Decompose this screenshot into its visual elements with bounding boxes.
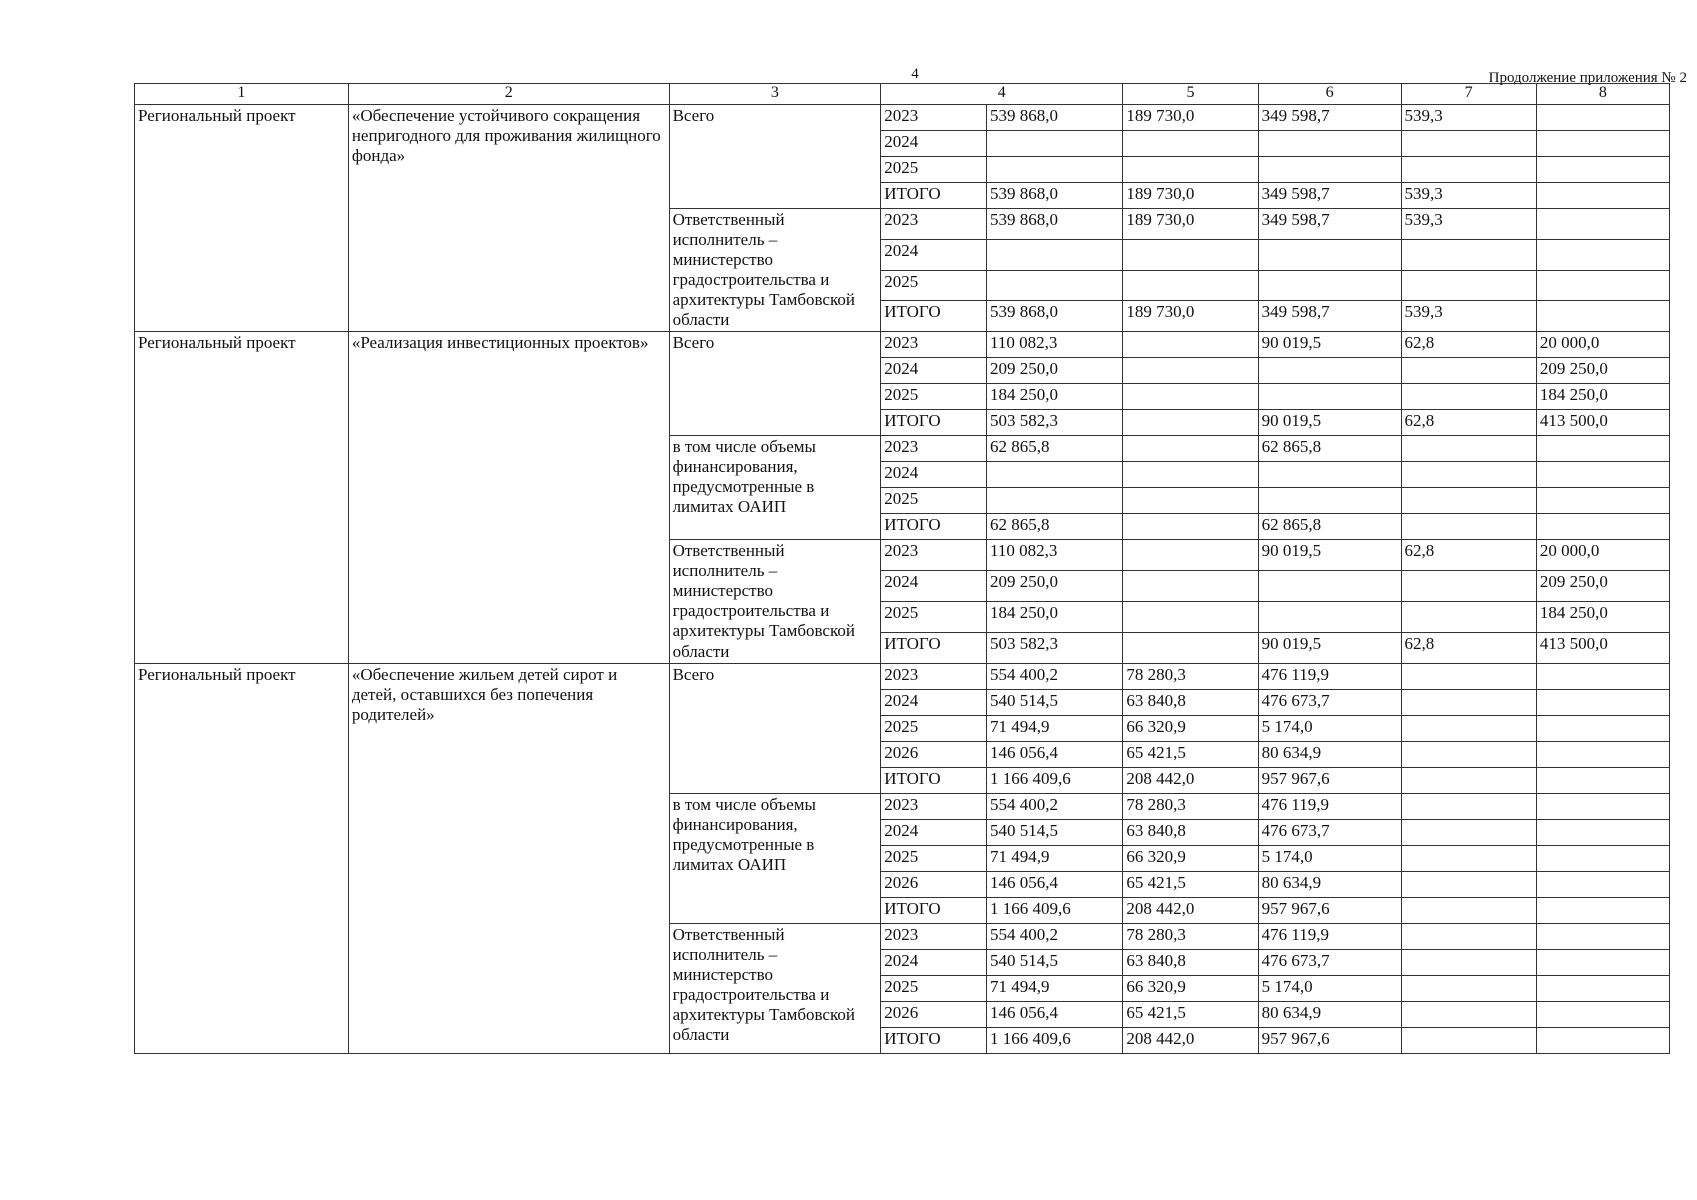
amount-cell-7: 62,8 <box>1401 632 1536 663</box>
amount-cell-7 <box>1401 689 1536 715</box>
amount-cell-4 <box>987 270 1123 301</box>
amount-cell-8 <box>1536 157 1669 183</box>
amount-cell-6: 957 967,6 <box>1258 897 1401 923</box>
project-type-cell: Региональный проект <box>135 663 349 1053</box>
amount-cell-8: 413 500,0 <box>1536 410 1669 436</box>
amount-cell-7 <box>1401 131 1536 157</box>
year-cell: 2023 <box>881 663 987 689</box>
amount-cell-4: 110 082,3 <box>987 540 1123 571</box>
amount-cell-6 <box>1258 358 1401 384</box>
amount-cell-4: 539 868,0 <box>987 105 1123 131</box>
year-cell: 2025 <box>881 975 987 1001</box>
amount-cell-5: 189 730,0 <box>1123 183 1258 209</box>
table-row <box>135 105 1670 131</box>
amount-cell-7 <box>1401 1001 1536 1027</box>
amount-cell-5 <box>1123 436 1258 462</box>
year-cell: 2023 <box>881 923 987 949</box>
year-cell: 2023 <box>881 540 987 571</box>
amount-cell-6 <box>1258 131 1401 157</box>
amount-cell-5 <box>1123 601 1258 632</box>
amount-cell-4: 554 400,2 <box>987 663 1123 689</box>
amount-cell-6: 5 174,0 <box>1258 975 1401 1001</box>
table-row <box>135 663 1670 689</box>
amount-cell-5: 189 730,0 <box>1123 301 1258 332</box>
funding-source-cell: Ответственный исполнитель – министерство градостроительства и архитектуры Тамбовской области <box>669 540 881 663</box>
amount-cell-5: 66 320,9 <box>1123 845 1258 871</box>
amount-cell-8 <box>1536 436 1669 462</box>
amount-cell-6: 90 019,5 <box>1258 632 1401 663</box>
amount-cell-8 <box>1536 1001 1669 1027</box>
amount-cell-5 <box>1123 632 1258 663</box>
amount-cell-8 <box>1536 923 1669 949</box>
amount-cell-6: 349 598,7 <box>1258 301 1401 332</box>
amount-cell-5: 208 442,0 <box>1123 897 1258 923</box>
amount-cell-4: 110 082,3 <box>987 332 1123 358</box>
column-number-cell: 2 <box>348 84 669 105</box>
column-number-cell: 4 <box>881 84 1123 105</box>
funding-source-cell: Ответственный исполнитель – министерство градостроительства и архитектуры Тамбовской области <box>669 923 881 1053</box>
amount-cell-7 <box>1401 571 1536 602</box>
amount-cell-7 <box>1401 793 1536 819</box>
amount-cell-7 <box>1401 923 1536 949</box>
amount-cell-7 <box>1401 741 1536 767</box>
amount-cell-8 <box>1536 1027 1669 1053</box>
amount-cell-6: 62 865,8 <box>1258 514 1401 540</box>
year-cell: 2024 <box>881 358 987 384</box>
funding-source-cell: Всего <box>669 332 881 436</box>
year-cell: ИТОГО <box>881 410 987 436</box>
amount-cell-7: 62,8 <box>1401 410 1536 436</box>
amount-cell-5 <box>1123 540 1258 571</box>
amount-cell-8 <box>1536 949 1669 975</box>
page-number: 4 <box>911 66 919 82</box>
amount-cell-4: 539 868,0 <box>987 183 1123 209</box>
year-cell: 2023 <box>881 209 987 240</box>
amount-cell-5: 189 730,0 <box>1123 105 1258 131</box>
amount-cell-6 <box>1258 270 1401 301</box>
amount-cell-6: 957 967,6 <box>1258 1027 1401 1053</box>
amount-cell-4: 503 582,3 <box>987 632 1123 663</box>
amount-cell-7 <box>1401 975 1536 1001</box>
amount-cell-7 <box>1401 819 1536 845</box>
amount-cell-6 <box>1258 384 1401 410</box>
amount-cell-5 <box>1123 358 1258 384</box>
year-cell: 2026 <box>881 871 987 897</box>
amount-cell-4: 62 865,8 <box>987 436 1123 462</box>
amount-cell-6: 349 598,7 <box>1258 105 1401 131</box>
amount-cell-7 <box>1401 663 1536 689</box>
table-row <box>135 332 1670 358</box>
amount-cell-6: 5 174,0 <box>1258 715 1401 741</box>
amount-cell-8 <box>1536 183 1669 209</box>
amount-cell-6: 476 673,7 <box>1258 819 1401 845</box>
amount-cell-8 <box>1536 514 1669 540</box>
year-cell: 2024 <box>881 949 987 975</box>
amount-cell-7: 539,3 <box>1401 105 1536 131</box>
amount-cell-4 <box>987 131 1123 157</box>
amount-cell-4: 146 056,4 <box>987 1001 1123 1027</box>
year-cell: 2025 <box>881 157 987 183</box>
amount-cell-8 <box>1536 897 1669 923</box>
amount-cell-6: 476 119,9 <box>1258 663 1401 689</box>
amount-cell-7 <box>1401 871 1536 897</box>
amount-cell-5: 65 421,5 <box>1123 871 1258 897</box>
amount-cell-8 <box>1536 209 1669 240</box>
funding-source-cell: Ответственный исполнитель – министерство градостроительства и архитектуры Тамбовской области <box>669 209 881 332</box>
column-number-cell: 1 <box>135 84 349 105</box>
amount-cell-6: 957 967,6 <box>1258 767 1401 793</box>
amount-cell-8 <box>1536 488 1669 514</box>
amount-cell-6: 80 634,9 <box>1258 741 1401 767</box>
amount-cell-7: 62,8 <box>1401 332 1536 358</box>
amount-cell-4 <box>987 462 1123 488</box>
amount-cell-5 <box>1123 131 1258 157</box>
amount-cell-5: 66 320,9 <box>1123 975 1258 1001</box>
amount-cell-8: 20 000,0 <box>1536 540 1669 571</box>
column-number-cell: 7 <box>1401 84 1536 105</box>
project-name-cell: «Обеспечение устойчивого сокращения непригодного для проживания жилищного фонда» <box>348 105 669 332</box>
amount-cell-8 <box>1536 105 1669 131</box>
amount-cell-4: 540 514,5 <box>987 949 1123 975</box>
amount-cell-8 <box>1536 715 1669 741</box>
financing-table-body <box>135 84 1670 1054</box>
amount-cell-7 <box>1401 239 1536 270</box>
column-number-row <box>135 84 1670 105</box>
amount-cell-7 <box>1401 488 1536 514</box>
amount-cell-4: 146 056,4 <box>987 871 1123 897</box>
amount-cell-8 <box>1536 663 1669 689</box>
amount-cell-8: 184 250,0 <box>1536 601 1669 632</box>
amount-cell-5: 78 280,3 <box>1123 793 1258 819</box>
column-number-cell: 6 <box>1258 84 1401 105</box>
amount-cell-7: 539,3 <box>1401 183 1536 209</box>
amount-cell-8 <box>1536 131 1669 157</box>
amount-cell-4: 184 250,0 <box>987 601 1123 632</box>
year-cell: 2023 <box>881 793 987 819</box>
project-name-cell: «Реализация инвестиционных проектов» <box>348 332 669 663</box>
year-cell: ИТОГО <box>881 183 987 209</box>
amount-cell-7 <box>1401 462 1536 488</box>
year-cell: ИТОГО <box>881 514 987 540</box>
amount-cell-7 <box>1401 949 1536 975</box>
amount-cell-8 <box>1536 301 1669 332</box>
amount-cell-5 <box>1123 157 1258 183</box>
amount-cell-4: 209 250,0 <box>987 571 1123 602</box>
amount-cell-5: 63 840,8 <box>1123 819 1258 845</box>
amount-cell-5 <box>1123 514 1258 540</box>
year-cell: ИТОГО <box>881 767 987 793</box>
amount-cell-5 <box>1123 462 1258 488</box>
amount-cell-8: 209 250,0 <box>1536 358 1669 384</box>
amount-cell-8 <box>1536 741 1669 767</box>
amount-cell-8 <box>1536 975 1669 1001</box>
amount-cell-7 <box>1401 270 1536 301</box>
amount-cell-6: 476 119,9 <box>1258 923 1401 949</box>
amount-cell-6: 62 865,8 <box>1258 436 1401 462</box>
year-cell: 2025 <box>881 845 987 871</box>
amount-cell-7 <box>1401 1027 1536 1053</box>
amount-cell-7: 62,8 <box>1401 540 1536 571</box>
amount-cell-5: 65 421,5 <box>1123 1001 1258 1027</box>
amount-cell-4: 146 056,4 <box>987 741 1123 767</box>
amount-cell-5: 208 442,0 <box>1123 1027 1258 1053</box>
financing-table <box>134 83 1670 1054</box>
amount-cell-8 <box>1536 871 1669 897</box>
funding-source-cell: в том числе объемы финансирования, предусмотренные в лимитах ОАИП <box>669 436 881 540</box>
amount-cell-7 <box>1401 157 1536 183</box>
amount-cell-8 <box>1536 689 1669 715</box>
funding-source-cell: Всего <box>669 663 881 793</box>
year-cell: 2023 <box>881 105 987 131</box>
year-cell: 2024 <box>881 462 987 488</box>
amount-cell-5: 65 421,5 <box>1123 741 1258 767</box>
amount-cell-4: 539 868,0 <box>987 301 1123 332</box>
amount-cell-4: 539 868,0 <box>987 209 1123 240</box>
amount-cell-5 <box>1123 410 1258 436</box>
amount-cell-7 <box>1401 514 1536 540</box>
amount-cell-8: 413 500,0 <box>1536 632 1669 663</box>
amount-cell-7: 539,3 <box>1401 209 1536 240</box>
amount-cell-4: 209 250,0 <box>987 358 1123 384</box>
amount-cell-6: 476 673,7 <box>1258 689 1401 715</box>
amount-cell-8 <box>1536 819 1669 845</box>
amount-cell-7 <box>1401 384 1536 410</box>
amount-cell-6 <box>1258 239 1401 270</box>
year-cell: 2024 <box>881 571 987 602</box>
amount-cell-5: 78 280,3 <box>1123 663 1258 689</box>
amount-cell-4: 554 400,2 <box>987 793 1123 819</box>
amount-cell-6: 349 598,7 <box>1258 209 1401 240</box>
year-cell: ИТОГО <box>881 301 987 332</box>
amount-cell-6: 90 019,5 <box>1258 410 1401 436</box>
amount-cell-5: 189 730,0 <box>1123 209 1258 240</box>
funding-source-cell: в том числе объемы финансирования, предусмотренные в лимитах ОАИП <box>669 793 881 923</box>
funding-source-cell: Всего <box>669 105 881 209</box>
year-cell: 2023 <box>881 332 987 358</box>
amount-cell-7 <box>1401 358 1536 384</box>
amount-cell-4: 540 514,5 <box>987 819 1123 845</box>
amount-cell-8 <box>1536 239 1669 270</box>
amount-cell-5 <box>1123 571 1258 602</box>
project-name-cell: «Обеспечение жильем детей сирот и детей, оставшихся без попечения родителей» <box>348 663 669 1053</box>
amount-cell-4: 71 494,9 <box>987 975 1123 1001</box>
continuation-note: Продолжение приложения № 2 <box>1488 70 1687 86</box>
amount-cell-8: 209 250,0 <box>1536 571 1669 602</box>
project-type-cell: Региональный проект <box>135 105 349 332</box>
amount-cell-4: 1 166 409,6 <box>987 897 1123 923</box>
amount-cell-5: 66 320,9 <box>1123 715 1258 741</box>
amount-cell-7 <box>1401 845 1536 871</box>
amount-cell-8 <box>1536 793 1669 819</box>
amount-cell-5 <box>1123 239 1258 270</box>
amount-cell-6: 90 019,5 <box>1258 540 1401 571</box>
amount-cell-5: 63 840,8 <box>1123 689 1258 715</box>
amount-cell-5: 78 280,3 <box>1123 923 1258 949</box>
year-cell: ИТОГО <box>881 897 987 923</box>
amount-cell-6 <box>1258 601 1401 632</box>
amount-cell-8 <box>1536 462 1669 488</box>
amount-cell-5 <box>1123 488 1258 514</box>
year-cell: 2025 <box>881 601 987 632</box>
amount-cell-5 <box>1123 332 1258 358</box>
amount-cell-8 <box>1536 767 1669 793</box>
amount-cell-6 <box>1258 157 1401 183</box>
year-cell: ИТОГО <box>881 632 987 663</box>
amount-cell-6: 5 174,0 <box>1258 845 1401 871</box>
amount-cell-8 <box>1536 845 1669 871</box>
year-cell: 2025 <box>881 384 987 410</box>
amount-cell-4: 71 494,9 <box>987 845 1123 871</box>
amount-cell-6 <box>1258 571 1401 602</box>
amount-cell-4: 71 494,9 <box>987 715 1123 741</box>
amount-cell-4: 540 514,5 <box>987 689 1123 715</box>
year-cell: 2023 <box>881 436 987 462</box>
year-cell: 2024 <box>881 819 987 845</box>
amount-cell-5 <box>1123 270 1258 301</box>
amount-cell-8: 184 250,0 <box>1536 384 1669 410</box>
year-cell: 2025 <box>881 715 987 741</box>
amount-cell-4 <box>987 157 1123 183</box>
year-cell: 2024 <box>881 131 987 157</box>
amount-cell-7 <box>1401 601 1536 632</box>
amount-cell-6 <box>1258 488 1401 514</box>
amount-cell-4: 1 166 409,6 <box>987 1027 1123 1053</box>
amount-cell-4 <box>987 239 1123 270</box>
amount-cell-5: 63 840,8 <box>1123 949 1258 975</box>
amount-cell-4: 1 166 409,6 <box>987 767 1123 793</box>
year-cell: 2024 <box>881 689 987 715</box>
column-number-cell: 5 <box>1123 84 1258 105</box>
amount-cell-7 <box>1401 715 1536 741</box>
amount-cell-6: 80 634,9 <box>1258 871 1401 897</box>
year-cell: 2025 <box>881 488 987 514</box>
column-number-cell: 8 <box>1536 84 1669 105</box>
project-type-cell: Региональный проект <box>135 332 349 663</box>
amount-cell-6 <box>1258 462 1401 488</box>
amount-cell-7 <box>1401 767 1536 793</box>
amount-cell-7 <box>1401 436 1536 462</box>
amount-cell-6: 80 634,9 <box>1258 1001 1401 1027</box>
amount-cell-6: 90 019,5 <box>1258 332 1401 358</box>
amount-cell-5 <box>1123 384 1258 410</box>
year-cell: 2026 <box>881 1001 987 1027</box>
amount-cell-6: 476 119,9 <box>1258 793 1401 819</box>
amount-cell-4: 503 582,3 <box>987 410 1123 436</box>
year-cell: 2025 <box>881 270 987 301</box>
amount-cell-6: 349 598,7 <box>1258 183 1401 209</box>
column-number-cell: 3 <box>669 84 881 105</box>
amount-cell-8 <box>1536 270 1669 301</box>
amount-cell-8: 20 000,0 <box>1536 332 1669 358</box>
amount-cell-7 <box>1401 897 1536 923</box>
year-cell: ИТОГО <box>881 1027 987 1053</box>
amount-cell-7: 539,3 <box>1401 301 1536 332</box>
amount-cell-4: 554 400,2 <box>987 923 1123 949</box>
year-cell: 2026 <box>881 741 987 767</box>
amount-cell-4: 184 250,0 <box>987 384 1123 410</box>
amount-cell-6: 476 673,7 <box>1258 949 1401 975</box>
year-cell: 2024 <box>881 239 987 270</box>
amount-cell-5: 208 442,0 <box>1123 767 1258 793</box>
amount-cell-4: 62 865,8 <box>987 514 1123 540</box>
amount-cell-4 <box>987 488 1123 514</box>
